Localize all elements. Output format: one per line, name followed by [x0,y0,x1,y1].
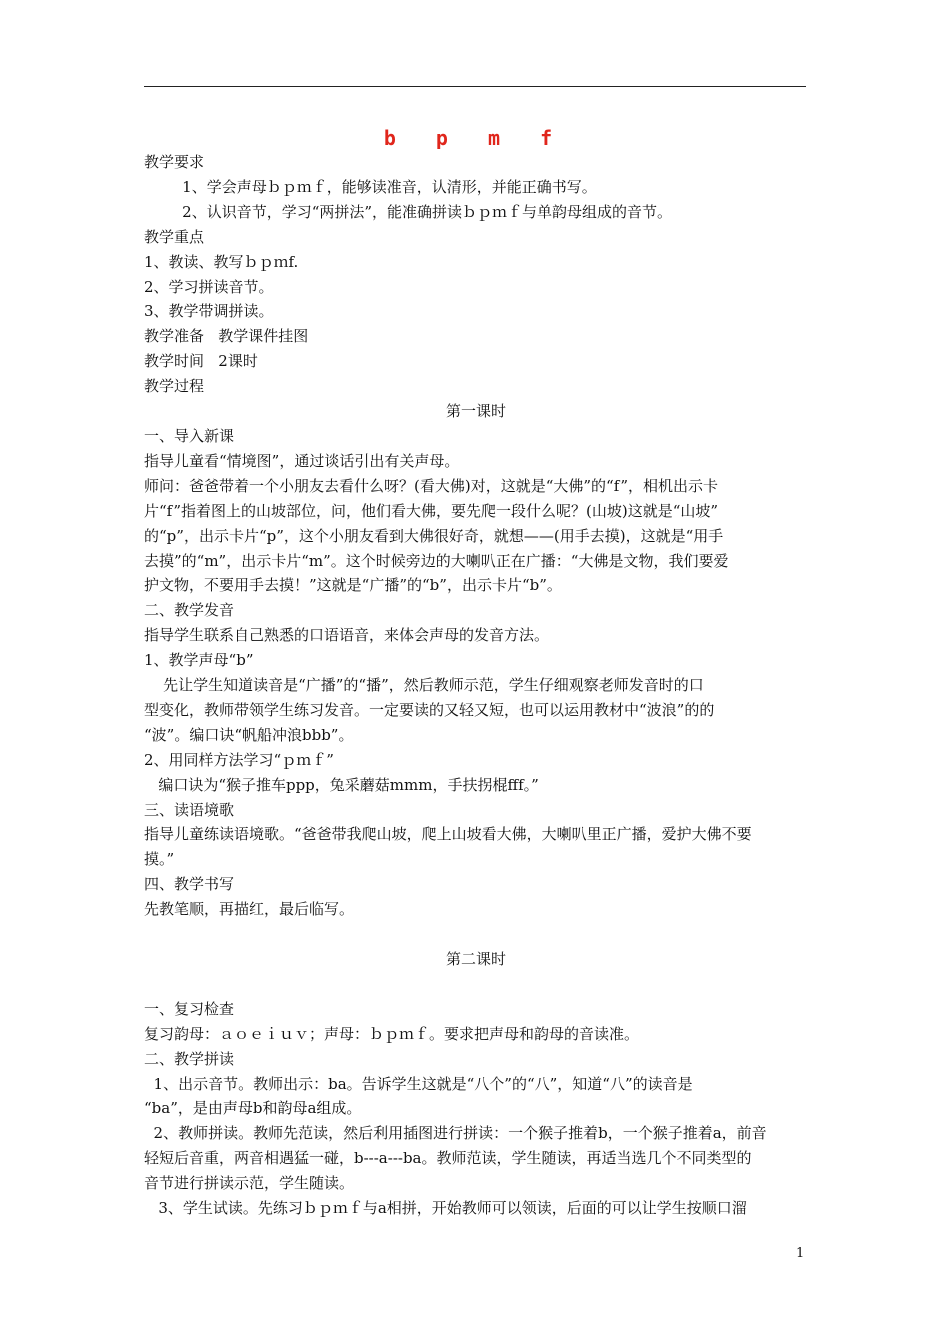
text-line: 二、教学发音 [144,601,235,620]
text-line: 1、教学声母“b” [144,651,254,670]
text-line: 师问：爸爸带着一个小朋友去看什么呀？(看大佛)对，这就是“大佛”的“f”，相机出示卡 [144,476,719,495]
text-line: 先让学生知道读音是“广播”的“播”，然后教师示范，学生仔细观察老师发音时的口 [144,676,704,695]
blank-line [144,922,808,947]
text-line: 1、出示音节。教师出示：ba。告诉学生这就是“八个”的“八”，知道“八”的读音是 [144,1074,693,1093]
text-line: 型变化，教师带领学生练习发音。一定要读的又轻又短，也可以运用教材中“波浪”的的 [144,700,715,719]
text-line: 复习韵母：ａｏｅｉｕｖ；声母：ｂｐｍｆ。要求把声母和韵母的音读准。 [144,1024,640,1043]
text-line: 一、复习检查 [144,999,235,1018]
text-line: 编口诀为“猴子推车ppp，兔采蘑菇mmm，手扶拐棍fff。” [144,775,539,794]
header-rule [144,86,806,87]
document-title: b p m f [383,126,567,150]
text-line: 护文物，不要用手去摸！”这就是“广播”的“b”，出示卡片“b”。 [144,576,562,595]
text-line: 轻短后音重，两音相遇猛一碰，b---a---ba。教师范读，学生随读，再适当选几个不同类型的 [144,1149,752,1168]
text-line: 1、教读、教写ｂｐｍf. [144,252,299,271]
document-body [144,150,808,1221]
text-line: 去摸”的“m”，出示卡片“m”。这个时候旁边的大喇叭正在广播：“大佛是文物，我们要爱 [144,551,729,570]
text-line: “ba”，是由声母b和韵母a组成。 [144,1099,362,1118]
text-line: 教学准备 教学课件挂图 [144,327,309,346]
text-line: 指导儿童看“情境图”，通过谈话引出有关声母。 [144,451,460,470]
text-line: 教学重点 [144,227,205,246]
text-line: 的“p”，出示卡片“p”，这个小朋友看到大佛很好奇，就想——(用手去摸)，这就是“用手 [144,526,724,545]
section-heading: 第二课时 [445,949,506,968]
text-line: 1、学会声母ｂｐｍｆ，能够读准音，认清形，并能正确书写。 [144,177,597,196]
text-line: 教学过程 [144,377,205,396]
text-line: 四、教学书写 [144,875,235,894]
text-line: 2、学习拼读音节。 [144,277,274,296]
text-line: 2、用同样方法学习“ｐｍｆ” [144,750,334,769]
text-line: 教学要求 [144,153,205,171]
text-line: 指导学生联系自己熟悉的口语语音，来体会声母的发音方法。 [144,626,550,645]
text-line: 2、认识音节，学习“两拼法”，能准确拼读ｂｐｍｆ与单韵母组成的音节。 [144,202,673,221]
text-line: 指导儿童练读语境歌。“爸爸带我爬山坡，爬上山坡看大佛，大喇叭里正广播，爱护大佛不要 [144,825,752,844]
blank-line [144,972,808,997]
text-line: 2、教师拼读。教师先范读，然后利用插图进行拼读：一个猴子推着b，一个猴子推着a，前音 [144,1124,767,1143]
text-line: 先教笔顺，再描红，最后临写。 [144,900,355,919]
text-line: 音节进行拼读示范，学生随读。 [144,1174,355,1193]
text-line: 摸。” [144,850,175,869]
text-line: 一、导入新课 [144,426,235,445]
page-number: 1 [796,1246,805,1261]
section-heading: 第一课时 [445,402,506,421]
text-line: 片“f”指着图上的山坡部位，问，他们看大佛，要先爬一段什么呢？(山坡)这就是“山坡” [144,501,719,520]
text-line: “波”。编口诀“帆船冲浪bbb”。 [144,725,354,744]
text-line: 教学时间 2课时 [144,352,258,371]
text-line: 3、学生试读。先练习ｂｐｍｆ与a相拼，开始教师可以领读，后面的可以让学生按顺口溜 [144,1199,747,1218]
text-line: 3、教学带调拼读。 [144,302,274,321]
text-line: 二、教学拼读 [144,1049,235,1068]
text-line: 三、读语境歌 [144,800,235,819]
